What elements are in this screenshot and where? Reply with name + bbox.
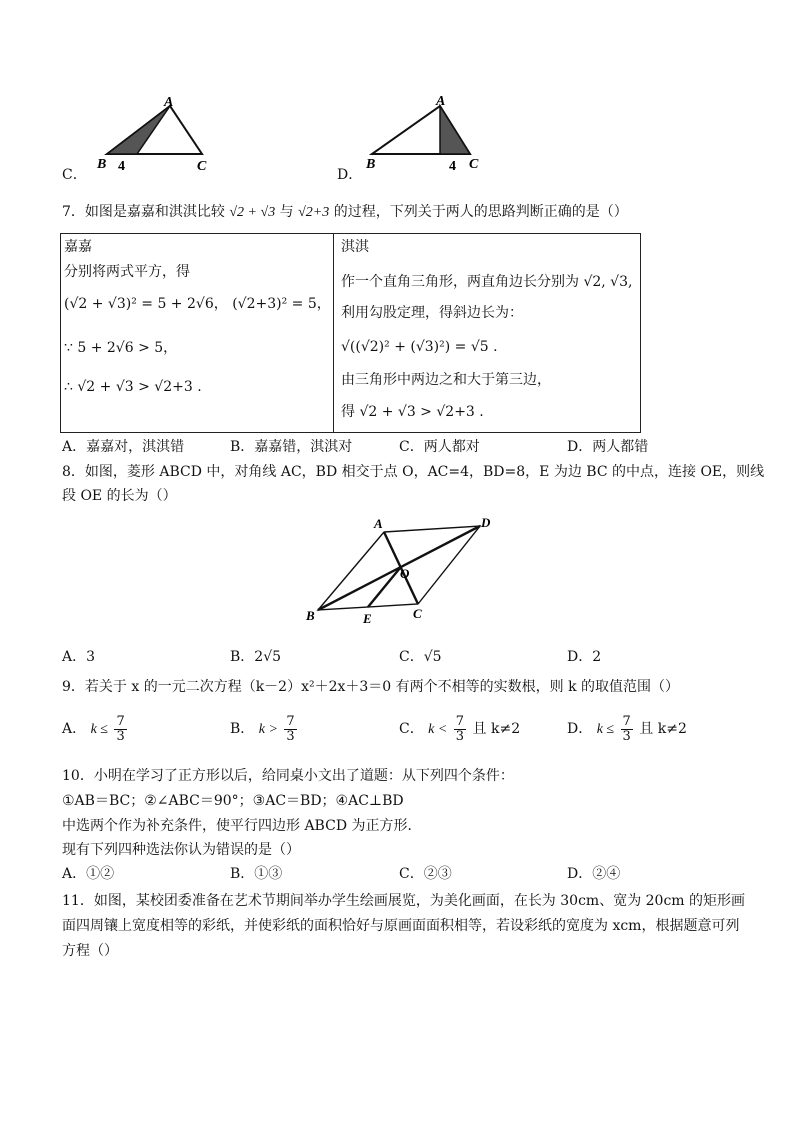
q9-option-a-label: A． (62, 721, 87, 737)
q7-stem-expr1: √2 + √3 (229, 205, 276, 220)
q8-option-d[interactable]: D．2 (567, 649, 602, 665)
rhombus-point-d: D (481, 515, 491, 530)
q9-option-d-numerator: 7 (622, 713, 631, 729)
rhombus-point-e: E (363, 611, 372, 626)
q10-option-c[interactable]: C．②③ (399, 866, 452, 882)
figure-d (360, 92, 490, 178)
q7-stem-expr2: √2+3 (298, 205, 330, 220)
q7-right-line5: 得 √2 + √3 > √2+3 . (341, 404, 484, 420)
q7-stem-prefix: 7．如图是嘉嘉和淇淇比较 (62, 204, 225, 220)
q8-option-b[interactable]: B．2√5 (230, 649, 282, 665)
q7-left-line2b: (√2+3)² = 5， (232, 296, 331, 312)
q8-option-c[interactable]: C．√5 (399, 649, 442, 665)
q10-option-b[interactable]: B．①③ (230, 866, 283, 882)
figure-d-point-a: A (436, 94, 446, 109)
q9-option-b-label: B． (230, 721, 255, 737)
q9-option-b-numerator: 7 (286, 713, 295, 729)
q7-left-line2 (64, 294, 331, 314)
q9-option-b-relation: k > (258, 722, 278, 737)
q10-option-d[interactable]: D．②④ (567, 866, 621, 882)
q7-right-line3: √((√2)² + (√3)²) = √5 . (341, 339, 498, 355)
q7-right-name: 淇淇 (341, 239, 369, 255)
q9-option-c-relation: k < (428, 722, 448, 737)
q8-option-a[interactable]: A．3 (62, 649, 96, 665)
q7-left-line4: ∴ √2 + √3 > √2+3 . (64, 379, 202, 395)
q7-option-c[interactable]: C．两人都对 (399, 439, 480, 455)
rhombus-point-c: C (413, 606, 422, 621)
q10-option-a[interactable]: A．①② (62, 866, 115, 882)
rhombus-point-b: B (306, 608, 315, 623)
q9-option-c-label: C． (399, 721, 424, 737)
q7-option-a[interactable]: A．嘉嘉对，淇淇错 (62, 439, 185, 455)
q7-left-line1: 分别将两式平方，得 (64, 264, 190, 280)
figure-d-point-b: B (366, 157, 376, 172)
q9-option-a-denominator: 3 (116, 728, 125, 744)
figure-d-point-c: C (469, 157, 479, 172)
figure-c-point-c: C (197, 159, 207, 174)
q7-left-line2a: (√2 + √3)² = 5 + 2√6， (64, 296, 228, 312)
q9-option-a[interactable] (62, 712, 129, 748)
q7-option-d[interactable]: D．两人都错 (567, 439, 649, 455)
q9-option-d-relation: k ≤ (596, 722, 615, 737)
q11-line1: 11．如图，某校团委准备在艺术节期间举办学生绘画展览，为美化画面，在长为 30cm、宽为 20cm 的矩形画 (62, 893, 746, 909)
q9-option-d-label: D． (567, 721, 593, 737)
q9-option-a-numerator: 7 (116, 713, 125, 729)
q7-stem (62, 202, 628, 223)
q9-option-b-fraction (284, 715, 296, 744)
q10-line1: 10．小明在学习了正方形以后，给同桌小文出了道题：从下列四个条件： (62, 768, 514, 784)
figure-d-svg (360, 92, 490, 178)
figure-c-svg (92, 94, 222, 178)
q9-option-c-tail: 且 k≠2 (472, 721, 521, 737)
q9-option-d-fraction (621, 715, 633, 744)
q9-option-c-fraction (454, 715, 466, 744)
figure-c (92, 94, 222, 178)
q9-option-c[interactable] (399, 712, 520, 748)
q7-stem-mid: 与 (279, 204, 294, 220)
q9-option-c-numerator: 7 (455, 713, 465, 729)
figure-c-point-b: B (97, 157, 107, 172)
q7-right-line1: 作一个直角三角形，两直角边长分别为 √2, √3, (341, 274, 633, 290)
q7-left-name: 嘉嘉 (64, 239, 92, 255)
q11-line2: 面四周镶上宽度相等的彩纸，并使彩纸的面积恰好与原画面面积相等，若设彩纸的宽度为 xcm，根据题意可列 (62, 918, 740, 934)
figure-c-label: C． (62, 167, 87, 183)
figure-d-length: 4 (449, 159, 456, 174)
figure-c-point-a: A (164, 95, 174, 110)
q7-option-b[interactable]: B．嘉嘉错，淇淇对 (230, 439, 353, 455)
q8-line1: 8．如图，菱形 ABCD 中，对角线 AC，BD 相交于点 O，AC=4，BD=8，E 为边 BC 的中点，连接 OE，则线 (62, 464, 765, 480)
rhombus-point-o: O (400, 566, 410, 581)
q8-line2: 段 OE 的长为（） (62, 488, 177, 504)
q9-stem: 9．若关于 x 的一元二次方程（k－2）x²＋2x＋3＝0 有两个不相等的实数根，则 k 的取值范围（） (62, 679, 680, 695)
q9-option-b[interactable] (230, 712, 299, 748)
q7-stem-suffix: 的过程，下列关于两人的思路判断正确的是（） (333, 204, 628, 220)
q11-line3: 方程（） (62, 943, 118, 959)
q7-left-line3: ∵ 5 + 2√6 > 5， (64, 340, 178, 356)
q7-table-divider (333, 233, 334, 433)
q7-right-line4: 由三角形中两边之和大于第三边， (341, 372, 551, 388)
q9-option-d-denominator: 3 (622, 728, 631, 744)
q10-line4: 现有下列四种选法你认为错误的是（） (62, 842, 300, 858)
q9-option-a-relation: k ≤ (90, 722, 108, 737)
q9-option-b-denominator: 3 (286, 728, 295, 744)
rhombus-figure-svg (300, 512, 500, 628)
q9-option-d-tail: 且 k≠2 (639, 721, 687, 737)
q7-right-line2: 利用勾股定理，得斜边长为： (341, 305, 523, 321)
q10-line2: ①AB＝BC；②∠ABC＝90°；③AC＝BD；④AC⊥BD (62, 793, 404, 809)
figure-d-label: D． (337, 167, 363, 183)
rhombus-figure (300, 512, 500, 628)
q10-line3: 中选两个作为补充条件，使平行四边形 ABCD 为正方形． (62, 818, 422, 834)
rhombus-point-a: A (374, 516, 383, 531)
figure-c-length: 4 (118, 159, 125, 174)
q9-option-a-fraction (114, 715, 126, 744)
q9-option-d[interactable] (567, 712, 687, 748)
q9-option-c-denominator: 3 (455, 728, 465, 744)
